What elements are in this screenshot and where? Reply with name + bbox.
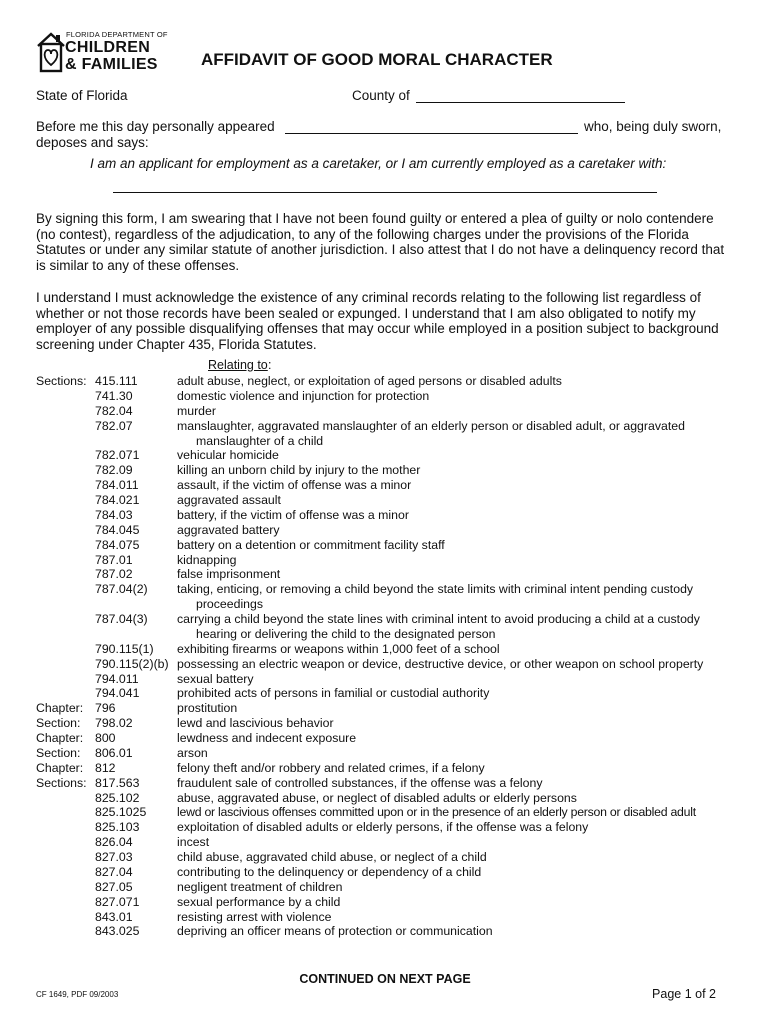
offense-section: 800 xyxy=(95,731,116,745)
offense-description xyxy=(177,761,736,776)
offense-description xyxy=(177,493,736,508)
offense-description-line: aggravated battery xyxy=(177,522,280,537)
offense-description-line: sexual battery xyxy=(177,671,254,686)
offense-description-line: aggravated assault xyxy=(177,493,281,507)
offense-description-line: felony theft and/or robbery and related crimes, if a felony xyxy=(177,760,485,775)
offense-description xyxy=(177,895,736,910)
relating-to-colon: : xyxy=(268,358,272,372)
offense-row xyxy=(36,374,736,389)
offense-section: 784.045 xyxy=(95,522,140,537)
offense-section: 817.563 xyxy=(95,775,140,790)
offense-section: 415.111 xyxy=(95,374,138,388)
offense-description xyxy=(177,374,736,389)
offense-label: Section: xyxy=(36,745,81,760)
offense-label xyxy=(36,820,95,835)
offense-description xyxy=(177,835,736,850)
sworn-label: who, being duly sworn, xyxy=(584,119,722,134)
offense-label xyxy=(36,791,95,806)
offense-description-line: negligent treatment of children xyxy=(177,879,343,894)
offense-description xyxy=(177,523,736,538)
offense-description-line: prostitution xyxy=(177,701,238,716)
offense-description xyxy=(177,910,736,925)
offense-row xyxy=(36,582,736,612)
offense-section: 827.04 xyxy=(95,864,133,879)
offense-row xyxy=(36,820,736,835)
offense-label: Chapter: xyxy=(36,701,84,716)
offense-description-line: assault, if the victim of offense was a minor xyxy=(177,478,412,493)
offense-row xyxy=(36,523,736,538)
offense-description xyxy=(177,478,736,493)
offense-label xyxy=(36,567,95,582)
offense-row xyxy=(36,404,736,419)
county-field[interactable] xyxy=(416,102,625,103)
offense-label: Chapter: xyxy=(36,731,84,745)
offense-row xyxy=(36,419,736,449)
offense-description xyxy=(177,746,736,761)
offense-label xyxy=(36,835,95,850)
offense-row xyxy=(36,865,736,880)
offense-description-line: arson xyxy=(177,745,208,760)
offense-label xyxy=(36,463,95,478)
offense-label xyxy=(36,478,95,493)
offense-description xyxy=(177,776,736,791)
deposes-label: deposes and says: xyxy=(36,135,149,150)
offense-description-line: depriving an officer means of protection or communication xyxy=(177,924,493,939)
offense-label xyxy=(36,612,95,642)
offense-description-line: fraudulent sale of controlled substances, if the offense was a felony xyxy=(177,775,543,790)
offense-label xyxy=(36,419,95,449)
offense-section: 843.025 xyxy=(95,924,140,939)
offense-label xyxy=(36,553,95,568)
offense-section: 825.1025 xyxy=(95,805,147,820)
offense-description-line: kidnapping xyxy=(177,552,237,567)
page-number: Page 1 of 2 xyxy=(652,987,716,1001)
offense-description xyxy=(177,701,736,716)
offense-row xyxy=(36,463,736,478)
offense-description-line: resisting arrest with violence xyxy=(177,909,332,924)
offense-description-line: carrying a child beyond the state lines with criminal intent to avoid producing a child at a custody xyxy=(177,612,700,626)
offense-description xyxy=(177,850,736,865)
attestation-paragraph: By signing this form, I am swearing that I have not been found guilty or entered a plea of guilty or nolo contendere (no contest), regardless of the adjudication, to any of the following charges under the provisions of the Florida Statutes or under any similar statute of another jurisdiction. I also attest that I do not have a delinquency record that is similar to any of these offenses. xyxy=(36,211,725,273)
offense-label xyxy=(36,508,95,523)
affiant-name-field[interactable] xyxy=(285,133,578,134)
offense-label xyxy=(36,538,95,553)
relating-to-heading: Relating to xyxy=(208,358,268,372)
offense-row xyxy=(36,508,736,523)
offense-label xyxy=(36,404,95,419)
offense-description xyxy=(177,924,736,939)
offense-description xyxy=(177,731,736,746)
offense-description xyxy=(177,791,736,806)
offense-description-line: abuse, aggravated abuse, or neglect of disabled adults or elderly persons xyxy=(177,790,577,805)
offense-section: 787.04(2) xyxy=(95,582,148,597)
logo-line-families: & FAMILIES xyxy=(65,56,158,73)
offense-section: 825.103 xyxy=(95,820,140,835)
offense-description xyxy=(177,538,736,553)
offense-row xyxy=(36,910,736,925)
offense-label xyxy=(36,672,95,687)
offense-description xyxy=(177,567,736,582)
house-heart-icon xyxy=(36,31,66,75)
offense-section: 741.30 xyxy=(95,388,133,403)
offense-label: Sections: xyxy=(36,374,87,388)
offense-label: Sections: xyxy=(36,775,87,790)
offense-section: 784.075 xyxy=(95,537,140,552)
offense-row xyxy=(36,895,736,910)
offense-description-line: lewdness and indecent exposure xyxy=(177,731,357,745)
offense-description xyxy=(177,582,736,612)
offense-row xyxy=(36,791,736,806)
offense-section: 806.01 xyxy=(95,745,133,760)
offense-description-line: lewd and lascivious behavior xyxy=(177,716,334,731)
offense-label xyxy=(36,805,95,820)
offense-row xyxy=(36,493,736,508)
offense-description-line: killing an unborn child by injury to the mother xyxy=(177,463,421,478)
offense-section: 790.115(1) xyxy=(95,641,154,656)
offense-description xyxy=(177,642,736,657)
offense-row xyxy=(36,553,736,568)
offense-description xyxy=(177,657,736,672)
offense-label: Chapter: xyxy=(36,760,84,775)
offense-row xyxy=(36,850,736,865)
state-label: State of Florida xyxy=(36,88,128,103)
offense-description-line: lewd or lascivious offenses committed upon or in the presence of an elderly person or disabled adult xyxy=(177,805,696,820)
offense-row xyxy=(36,805,736,820)
offense-section: 784.03 xyxy=(95,507,133,522)
offense-label xyxy=(36,895,95,910)
offense-section: 794.041 xyxy=(95,686,140,701)
offense-section: 827.071 xyxy=(95,894,140,909)
offense-section: 798.02 xyxy=(95,716,133,731)
offense-description xyxy=(177,508,736,523)
offense-row xyxy=(36,731,736,746)
page-title: AFFIDAVIT OF GOOD MORAL CHARACTER xyxy=(201,50,553,69)
offense-label xyxy=(36,389,95,404)
offense-description-line: battery, if the victim of offense was a minor xyxy=(177,507,409,522)
offense-description xyxy=(177,672,736,687)
offense-section: 782.071 xyxy=(95,448,140,463)
form-number: CF 1649, PDF 09/2003 xyxy=(36,990,119,999)
offense-description-line: exhibiting firearms or weapons within 1,000 feet of a school xyxy=(177,641,500,656)
offense-section: 825.102 xyxy=(95,790,140,805)
offense-row xyxy=(36,701,736,716)
offense-label xyxy=(36,448,95,463)
offense-label xyxy=(36,523,95,538)
offense-description xyxy=(177,463,736,478)
acknowledgment-paragraph: I understand I must acknowledge the existence of any criminal records relating to the following list regardless of whether or not those records have been sealed or expunged. I understand that I am also obligated to notify my employer of any possible disqualifying offenses that may occur while employed in a position subject to background screening under Chapter 435, Florida Statutes. xyxy=(36,290,719,352)
offense-description xyxy=(177,419,736,449)
offense-section: 784.011 xyxy=(95,478,139,493)
offense-label xyxy=(36,582,95,612)
offense-row xyxy=(36,686,736,701)
offense-description xyxy=(177,389,736,404)
dcf-logo xyxy=(36,29,176,77)
offense-description-line: exploitation of disabled adults or elderly persons, if the offense was a felony xyxy=(177,820,589,835)
offense-description-line: incest xyxy=(177,835,210,850)
offense-description-line: manslaughter, aggravated manslaughter of an elderly person or disabled adult, or aggravated xyxy=(177,418,685,433)
offense-section: 826.04 xyxy=(95,835,133,850)
offense-description-line: child abuse, aggravated child abuse, or neglect of a child xyxy=(177,850,487,864)
offense-row xyxy=(36,835,736,850)
offense-row xyxy=(36,746,736,761)
offense-description xyxy=(177,448,736,463)
offense-label xyxy=(36,924,95,939)
offense-row xyxy=(36,478,736,493)
offense-label xyxy=(36,493,95,508)
offense-label xyxy=(36,850,95,865)
offense-row xyxy=(36,612,736,642)
offense-label xyxy=(36,657,95,672)
logo-line-children: CHILDREN xyxy=(65,39,151,56)
offense-section: 782.09 xyxy=(95,463,133,478)
offense-description-line: battery on a detention or commitment facility staff xyxy=(177,537,445,552)
offense-row xyxy=(36,776,736,791)
offense-description xyxy=(177,716,736,731)
offense-description-line: murder xyxy=(177,403,216,418)
offense-description xyxy=(177,686,736,701)
offense-description-line: manslaughter of a child xyxy=(196,433,324,448)
offense-section: 812 xyxy=(95,760,116,775)
offense-description-line: vehicular homicide xyxy=(177,448,279,463)
offense-description-line: prohibited acts of persons in familial or custodial authority xyxy=(177,686,490,701)
offense-label xyxy=(36,865,95,880)
offense-label xyxy=(36,642,95,657)
offense-row xyxy=(36,642,736,657)
appeared-label: Before me this day personally appeared xyxy=(36,119,275,134)
offense-row xyxy=(36,538,736,553)
offense-description-line: false imprisonment xyxy=(177,567,281,582)
offense-section: 787.02 xyxy=(95,567,133,582)
offense-section: 782.07 xyxy=(95,418,133,433)
offense-section: 790.115(2)(b) xyxy=(95,656,169,671)
offense-description xyxy=(177,612,736,642)
offense-label: Section: xyxy=(36,716,81,731)
offense-section: 787.01 xyxy=(95,552,133,567)
offense-row xyxy=(36,657,736,672)
offense-description-line: adult abuse, neglect, or exploitation of aged persons or disabled adults xyxy=(177,374,562,388)
offense-description-line: hearing or delivering the child to the designated person xyxy=(196,626,496,641)
offense-description-line: sexual performance by a child xyxy=(177,894,341,909)
offense-list xyxy=(36,374,736,939)
county-label: County of xyxy=(352,88,410,103)
employer-field[interactable] xyxy=(113,192,657,193)
offense-description-line: proceedings xyxy=(196,597,263,612)
offense-description xyxy=(177,820,736,835)
offense-row xyxy=(36,761,736,776)
offense-description xyxy=(177,880,736,895)
offense-row xyxy=(36,924,736,939)
offense-row xyxy=(36,567,736,582)
offense-section: 827.05 xyxy=(95,879,133,894)
offense-row xyxy=(36,448,736,463)
offense-label xyxy=(36,880,95,895)
offense-description-line: taking, enticing, or removing a child beyond the state limits with criminal intent pending custody xyxy=(177,582,694,597)
offense-section: 782.04 xyxy=(95,403,133,418)
offense-description-line: contributing to the delinquency or dependency of a child xyxy=(177,864,482,879)
offense-description-line: possessing an electric weapon or device, destructive device, or other weapon on school property xyxy=(177,656,704,671)
offense-description xyxy=(177,553,736,568)
offense-description xyxy=(177,404,736,419)
offense-label xyxy=(36,686,95,701)
offense-section: 796 xyxy=(95,701,116,716)
logo-department-line: FLORIDA DEPARTMENT OF xyxy=(66,30,168,39)
offense-row xyxy=(36,389,736,404)
offense-row xyxy=(36,716,736,731)
offense-section: 843.01 xyxy=(95,909,133,924)
offense-row xyxy=(36,672,736,687)
applicant-statement: I am an applicant for employment as a caretaker, or I am currently employed as a caretaker with: xyxy=(90,156,667,171)
offense-section: 827.03 xyxy=(95,850,133,864)
continued-notice: CONTINUED ON NEXT PAGE xyxy=(299,972,471,986)
offense-section: 784.021 xyxy=(95,493,140,507)
offense-description-line: domestic violence and injunction for protection xyxy=(177,388,430,403)
offense-section: 787.04(3) xyxy=(95,612,148,626)
offense-label xyxy=(36,910,95,925)
offense-section: 794.011 xyxy=(95,671,139,686)
offense-row xyxy=(36,880,736,895)
offense-description xyxy=(177,865,736,880)
offense-description xyxy=(177,805,736,820)
